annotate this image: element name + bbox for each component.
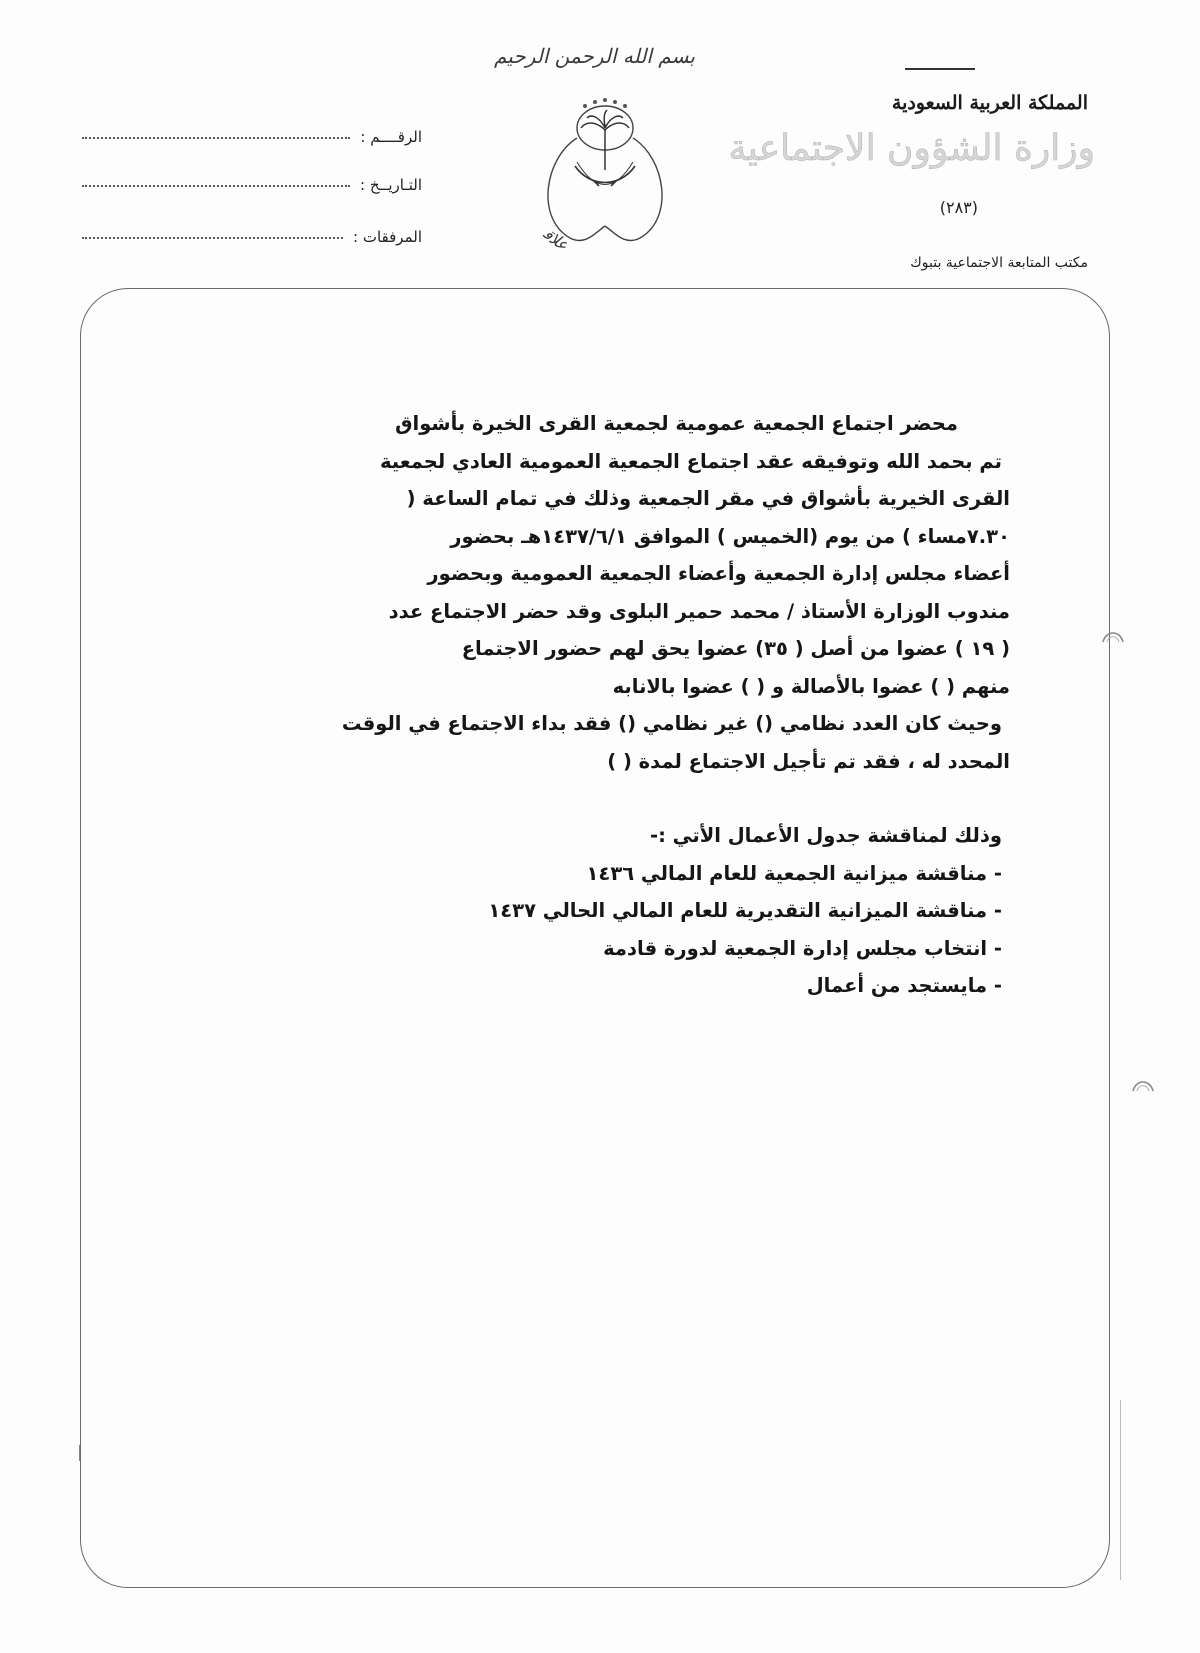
punch-hole-mark bbox=[1130, 1077, 1156, 1095]
office-name: مكتب المتابعة الاجتماعية بتبوك bbox=[910, 255, 1088, 271]
body-line: المحدد له ، فقد تم تأجيل الاجتماع لمدة ( ) bbox=[607, 749, 1010, 773]
agenda-intro: وذلك لمناقشة جدول الأعمال الأتي :- bbox=[649, 824, 1002, 847]
kingdom-name: المملكة العربية السعودية bbox=[891, 92, 1088, 114]
body-line: مندوب الوزارة الأستاذ / محمد حمير البلوى وقد حضر الاجتماع عدد bbox=[388, 599, 1010, 623]
attachments-blank bbox=[82, 235, 343, 239]
emblem-icon bbox=[515, 88, 695, 268]
attachments-field bbox=[82, 228, 422, 246]
date-blank bbox=[82, 183, 350, 187]
minutes-title: محضر اجتماع الجمعية عمومية لجمعية القرى الخيرة بأشواق bbox=[395, 412, 958, 435]
agenda-item: - مايستجد من أعمال bbox=[806, 974, 1002, 997]
body-line: ( ١٩ ) عضوا من أصل ( ٣٥) عضوا يحق لهم حضور الاجتماع bbox=[461, 637, 1010, 660]
body-line: وحيث كان العدد نظامي () غير نظامي () فقد بداء الاجتماع في الوقت bbox=[341, 712, 1002, 735]
agenda-item: - انتخاب مجلس إدارة الجمعية لدورة قادمة bbox=[603, 936, 1002, 960]
agenda-item: - مناقشة الميزانية التقديرية للعام المالي الحالي ١٤٣٧ bbox=[488, 899, 1002, 922]
paragraph-spacer bbox=[210, 780, 1010, 817]
scan-edge-tick bbox=[79, 1445, 80, 1461]
punch-hole-mark bbox=[1100, 628, 1126, 646]
date-label: التـاريــخ : bbox=[360, 176, 422, 194]
basmala: بسم الله الرحمن الرحيم bbox=[493, 44, 695, 68]
body-line: القرى الخيرية بأشواق في مقر الجمعية وذلك في تمام الساعة ( bbox=[406, 487, 1010, 510]
svg-text:علاقات عامة: علاقات bbox=[539, 224, 572, 255]
scan-edge-line bbox=[1120, 1400, 1121, 1580]
header-top-rule bbox=[905, 68, 975, 70]
body-line: تم بحمد الله وتوفيقه عقد اجتماع الجمعية العمومية العادي لجمعية bbox=[379, 449, 1002, 473]
reference-number-field bbox=[82, 128, 422, 146]
attachments-label: المرفقات : bbox=[353, 228, 422, 246]
minutes-body bbox=[210, 405, 1010, 1005]
body-line: ٧.٣٠مساء ) من يوم (الخميس ) الموافق ١٤٣٧/٦/١هـ بحضور bbox=[450, 524, 1010, 548]
form-number: (٢٨٣) bbox=[939, 198, 978, 217]
ministry-name: وزارة الشؤون الاجتماعية bbox=[728, 128, 1095, 169]
body-line: أعضاء مجلس إدارة الجمعية وأعضاء الجمعية العمومية وبحضور bbox=[427, 562, 1010, 585]
agenda-item: - مناقشة ميزانية الجمعية للعام المالي ١٤٣٦ bbox=[586, 861, 1002, 885]
reference-number-blank bbox=[82, 135, 350, 139]
body-line: منهم ( ) عضوا بالأصالة و ( ) عضوا بالانابه bbox=[612, 674, 1010, 698]
date-field bbox=[82, 176, 422, 194]
reference-number-label: الرقــــم : bbox=[360, 128, 422, 146]
